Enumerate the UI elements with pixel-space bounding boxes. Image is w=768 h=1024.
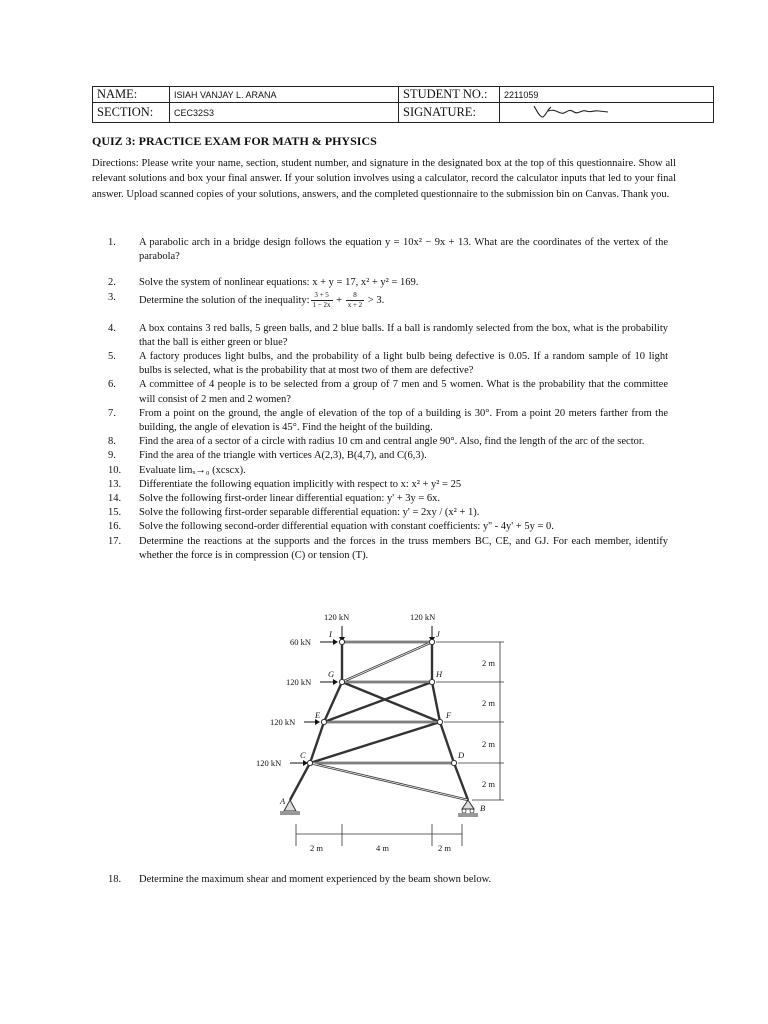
question-number: 13. bbox=[108, 478, 122, 490]
question-text: A committee of 4 people is to be selected from a group of 7 men and 5 women. What is the probability that the committee will consist of 2 men and 2 women? bbox=[139, 379, 668, 405]
question-6 bbox=[108, 378, 668, 406]
question-number: 9. bbox=[108, 450, 116, 462]
fraction-1-denominator: 1 − 2x bbox=[312, 300, 331, 309]
name-label: NAME: bbox=[93, 87, 170, 103]
question-8 bbox=[108, 435, 668, 449]
question-16 bbox=[108, 520, 668, 534]
load-label: 120 kN bbox=[324, 612, 350, 622]
dimension-label: 2 m bbox=[438, 843, 451, 853]
question-text: A box contains 3 red balls, 5 green balls, and 2 blue balls. If a ball is randomly selected from the box, what is the probability that the ball is either green or blue? bbox=[139, 322, 668, 348]
signature-field[interactable] bbox=[500, 103, 714, 123]
question-text: Find the area of the triangle with vertices A(2,3), B(4,7), and C(6,3). bbox=[139, 450, 427, 462]
load-label: 60 kN bbox=[290, 637, 312, 647]
truss-joints bbox=[307, 639, 456, 765]
dimension-label: 2 m bbox=[310, 843, 323, 853]
question-text: Solve the following first-order separable differential equation: y' = 2xy / (x² + 1). bbox=[139, 507, 480, 519]
directions-text: Directions: Please write your name, section, student number, and signature in the designated box at the top of this questionnaire. Show all relevant solutions and box your final answer. If your solution involves using a calculator, record the calculator inputs that led to your final answer. Upload scanned copies of your solutions, answers, and the completed questionnaire to the submission bin on Canvas. Thank you. bbox=[92, 158, 676, 200]
fraction-2 bbox=[346, 291, 364, 310]
question-15 bbox=[108, 506, 668, 520]
question-number: 15. bbox=[108, 507, 122, 519]
node-label: G bbox=[328, 669, 335, 679]
load-label: 120 kN bbox=[286, 677, 312, 687]
question-10 bbox=[108, 464, 668, 478]
dimension-label: 2 m bbox=[482, 779, 495, 789]
node-label: A bbox=[280, 796, 286, 806]
dimension-label: 2 m bbox=[482, 658, 495, 668]
question-5 bbox=[108, 350, 668, 378]
load-arrows bbox=[290, 626, 435, 766]
question-number: 4. bbox=[108, 322, 116, 334]
question-3 bbox=[108, 291, 668, 310]
question-text: Solve the system of nonlinear equations: x + y = 17, x² + y² = 169. bbox=[139, 277, 419, 289]
name-field[interactable]: ISIAH VANJAY L. ARANA bbox=[170, 87, 399, 103]
question-1 bbox=[108, 236, 668, 264]
node-label: E bbox=[315, 710, 321, 720]
question-text: From a point on the ground, the angle of elevation of the top of a building is 30°. From a point 20 meters farther from the building, the angle of elevation is 45°. Find the height of the building. bbox=[139, 407, 668, 434]
question-text: A parabolic arch in a bridge design follows the equation y = 10x² − 9x + 13. What are the coordinates of the vertex of the parabola? bbox=[139, 237, 668, 263]
fraction-2-denominator: x + 2 bbox=[347, 300, 363, 309]
question-text: Determine the reactions at the supports and the forces in the truss members BC, CE, and GJ. For each member, identify whether the force is in compression (C) or tension (T). bbox=[139, 535, 668, 561]
question-text: A factory produces light bulbs, and the probability of a light bulb being defective is 0.05. If a random sample of 10 light bulbs is selected, what is the probability that at most two of them are defective? bbox=[139, 351, 668, 377]
question-number: 1. bbox=[108, 237, 116, 248]
signature-image bbox=[504, 103, 614, 119]
signature-label: SIGNATURE: bbox=[399, 103, 500, 123]
question-number: 18. bbox=[108, 874, 122, 885]
question-2 bbox=[108, 276, 668, 290]
node-label: D bbox=[458, 750, 465, 760]
load-label: 120 kN bbox=[410, 612, 436, 622]
load-label: 120 kN bbox=[256, 758, 282, 768]
dimension-label: 4 m bbox=[376, 843, 389, 853]
node-label: J bbox=[436, 629, 440, 639]
question-14 bbox=[108, 492, 668, 506]
node-label: I bbox=[329, 629, 332, 639]
question-4 bbox=[108, 322, 668, 350]
question-text: Find the area of a sector of a circle with radius 10 cm and central angle 90°. Also, find the length of the arc of the sector. bbox=[139, 436, 645, 448]
question-13 bbox=[108, 478, 668, 492]
node-label: H bbox=[436, 669, 443, 679]
question-number: 2. bbox=[108, 277, 116, 289]
section-field[interactable]: CEC32S3 bbox=[170, 103, 399, 123]
question-number: 3. bbox=[108, 291, 116, 303]
fraction-2-numerator: 8 bbox=[346, 291, 364, 301]
question-17 bbox=[108, 535, 668, 563]
student-no-label: STUDENT NO.: bbox=[399, 87, 500, 103]
question-7 bbox=[108, 407, 668, 435]
question-text: Solve the following first-order linear differential equation: y' + 3y = 6x. bbox=[139, 493, 441, 505]
question-number: 16. bbox=[108, 521, 122, 533]
question-text: Determine the maximum shear and moment experienced by the beam shown below. bbox=[139, 874, 492, 885]
dimension-label: 2 m bbox=[482, 739, 495, 749]
question-9 bbox=[108, 449, 668, 463]
plus-sign: + bbox=[336, 294, 343, 306]
question-number: 10. bbox=[108, 464, 122, 476]
fraction-1 bbox=[311, 291, 333, 310]
student-no-field[interactable]: 2211059 bbox=[500, 87, 714, 103]
truss-diagram bbox=[256, 606, 500, 858]
node-label: F bbox=[446, 710, 452, 720]
section-label: SECTION: bbox=[93, 103, 170, 123]
question-text: Solve the following second-order differential equation with constant coefficients: y'' - 4y' + 5y = 0. bbox=[139, 521, 554, 533]
question-text: Differentiate the following equation implicitly with respect to x: x² + y² = 25 bbox=[139, 478, 462, 490]
question-list bbox=[108, 236, 668, 563]
question-number: 5. bbox=[108, 351, 116, 363]
question-number: 17. bbox=[108, 535, 122, 547]
inequality-end: > 3. bbox=[367, 294, 385, 306]
node-label: B bbox=[480, 803, 486, 813]
student-info-table bbox=[92, 86, 714, 123]
question-text: Evaluate limₓ→₀ (xcscx). bbox=[139, 464, 246, 476]
question-number: 7. bbox=[108, 407, 116, 419]
question-text bbox=[139, 291, 668, 310]
question-number: 14. bbox=[108, 493, 122, 505]
fraction-1-numerator: 3 + 5 bbox=[311, 291, 333, 301]
question-number: 6. bbox=[108, 379, 116, 391]
inequality-intro: Determine the solution of the inequality: bbox=[139, 294, 310, 306]
dimension-label: 2 m bbox=[482, 698, 495, 708]
quiz-title: QUIZ 3: PRACTICE EXAM FOR MATH & PHYSICS bbox=[92, 134, 377, 148]
question-18 bbox=[108, 874, 491, 885]
load-label: 120 kN bbox=[270, 717, 296, 727]
question-number: 8. bbox=[108, 436, 116, 448]
supports bbox=[280, 800, 478, 817]
node-label: C bbox=[300, 750, 306, 760]
